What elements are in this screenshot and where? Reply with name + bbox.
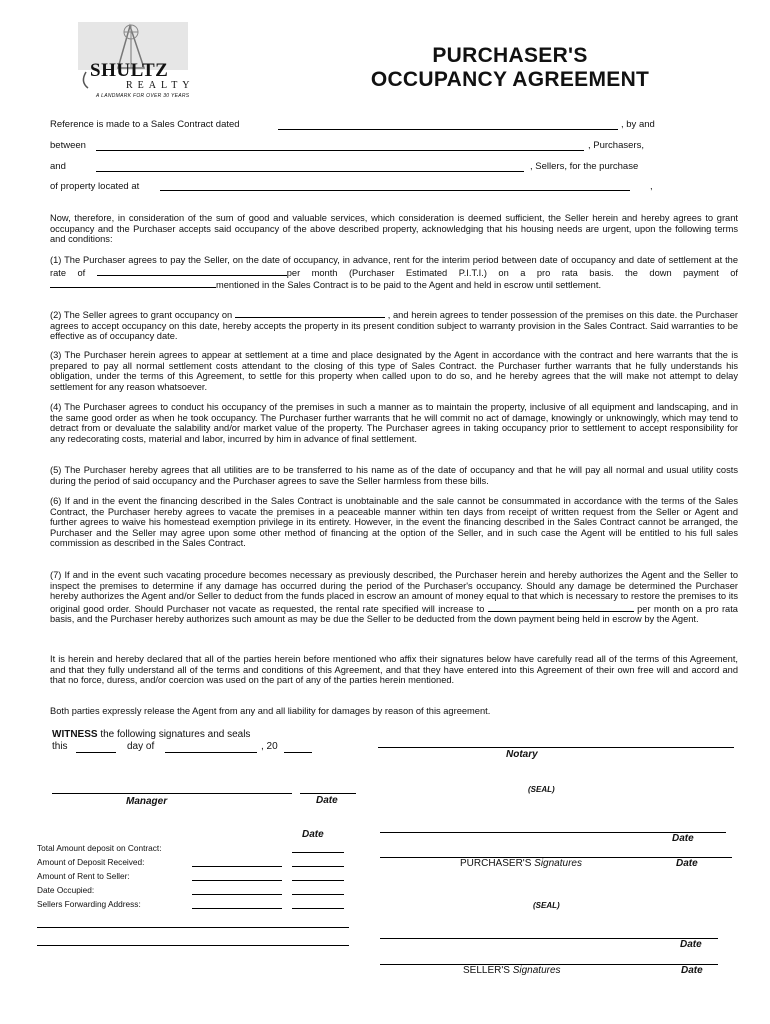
logo-tagline: A LANDMARK FOR OVER 30 YEARS [96,93,190,99]
rent-to-seller-label: Amount of Rent to Seller: [37,871,130,881]
day-of-label: day of [127,741,155,752]
forwarding-address-field[interactable] [192,908,282,909]
purchaser-seal: (SEAL) [533,901,560,910]
clause-6: (6) If and in the event the financing described in the Sales Contract is unobtainable and the sale cannot be consummated in accordance with the terms of the Sales Contract, the Purchaser hereby agrees to vacate the premises in a peaceable manner within ten days from receipt of written request from the Seller or Agent and further agrees to waive his homestead exemption privilege in its entirety. However, in the event the financing described in the Sales Contract cannot be arranged, the Purchaser and the Seller may agree upon some other method of financing at the option of the Seller, and in such case the Agent will be entitled to his full sales commission as described in the Sales Contract. [50,496,738,549]
clause-1-a: (1) The Purchaser agrees to pay the Seller, on the date of occupancy, in advance, rent for the interim period between date of occupancy and date of settlement at the rate of [50,255,738,278]
property-address-field[interactable] [160,190,630,191]
seller-date-1: Date [680,939,702,950]
notary-seal: (SEAL) [528,785,555,794]
witness-line [52,729,250,740]
clause-7 [50,570,738,625]
occupancy-date-field[interactable] [235,308,385,318]
deposit-received-label: Amount of Deposit Received: [37,857,145,867]
clause-5: (5) The Purchaser hereby agrees that all utilities are to be transferred to his name as of the date of occupancy and that he will pay all normal and usual utility costs during the period of said occupancy and the Purchaser agrees to save the Seller harmless from these bills. [50,465,738,486]
forwarding-address-line-3[interactable] [37,945,349,946]
release-paragraph: Both parties expressly release the Agent from any and all liability for damages by reason of this agreement. [50,706,491,716]
document-title [290,44,730,92]
office-date-label: Date [302,829,324,840]
witness-bold: WITNESS [52,729,98,740]
clause-7-a: (7) If and in the event such vacating procedure becomes necessary as previously described, the Purchaser herein and hereby authorizes the Agent and the Seller to inspect the premises to determine if any damage has occurred during the period of the Purchaser's occupancy. Should any damage be determined the Purchaser hereby authorizes the Agent and/or Seller to deduct from the funds placed in escrow an amount of money equal to that which is necessary to restore the premises to its original good order. Should Purchaser not vacate as requested, the rental rate specified will increase to [50,570,738,614]
sellers-signatures-label [463,965,561,976]
purchaser-date-1: Date [672,833,694,844]
logo-brand: SHULTZ [90,60,169,81]
manager-date-label: Date [316,795,338,806]
clause-2 [50,308,738,342]
increased-rent-field[interactable] [488,602,634,612]
notary-label: Notary [506,749,538,760]
year-field[interactable] [284,752,312,753]
year-prefix: , 20 [261,741,278,752]
property-comma: , [650,181,653,192]
clause-3: (3) The Purchaser herein agrees to appear at settlement at a time and place designated by the Agent in accordance with the contract and here warrants that the is prepared to pay all normal settlement costs attendant to the closing of this type of Sales Contract. the Purchaser further warrants that he fully understands his obligation, under the terms of this Agreement, to settle for this property when called upon to do so, and he hereby agrees that the will make not attempt to delay settlement for any reason whatsoever. [50,350,738,392]
title-line-1: PURCHASER'S [432,44,588,67]
day-field[interactable] [76,752,116,753]
title-line-2: OCCUPANCY AGREEMENT [370,68,650,91]
seller-date-2: Date [681,965,703,976]
witness-rest: the following signatures and seals [97,729,251,740]
contract-date-field[interactable] [278,129,618,130]
declaration-paragraph: It is herein and hereby declared that all of the parties herein before mentioned who affix their signatures below have carefully read all of the terms of this Agreement, and that they fully understand all of the terms and conditions of this Agreement, and that they have entered into this Agreement of their own free will and accord and that no force, duress, and/or coercion was used on the part of any of the parties herein mentioned. [50,654,738,686]
clause-2-b: , and herein agrees to tender possession of the premises on this date. the Purchaser agrees to accept occupancy on this date, hereby accepts the property in its present condition subject to warranty provision in the Sales Contract. Said warranties to be effective as of occupancy date. [50,310,738,342]
clause-4: (4) The Purchaser agrees to conduct his occupancy of the premises in such a manner as to maintain the property, inclusive of all equipment and landscaping, and in the same good order as when he took occupancy. The Purchaser further warrants that he will commit no act of damage, knowingly or unknowingly, which may tend to detract from or devaluate the salability and/or market value of the property. The Purchaser agrees in taking occupancy prior to settlement to accept responsibility for any redecorating costs, material and labor, incurred by him in advance of final settlement. [50,402,738,444]
property-label: of property located at [50,181,140,192]
purchasers-label: , Purchasers, [588,140,644,151]
manager-date-line[interactable] [300,793,356,794]
seller-word: SELLER'S [463,965,510,976]
manager-signature-line[interactable] [52,793,292,794]
purchasers-name-field[interactable] [96,150,584,151]
notary-signature-line[interactable] [378,747,734,748]
clause-7-b: per month on a pro rata basis, and the Purchaser hereby authorizes such amount as may be due the Seller to be deducted from the down payment being held in escrow by the Agent. [50,603,738,625]
purchasers-signatures-label [460,858,582,869]
purchaser-date-2: Date [676,858,698,869]
rent-rate-field[interactable] [97,266,287,276]
rent-to-seller-field[interactable] [192,880,282,881]
date-occupied-date-field[interactable] [292,894,344,895]
purchaser-signatures-word: Signatures [534,858,582,869]
seller-signature-line-1[interactable] [380,938,718,939]
and-label: and [50,161,66,172]
by-and-label: , by and [621,119,655,130]
between-label: between [50,140,86,151]
manager-label: Manager [126,796,168,807]
intro-paragraph: Now, therefore, in consideration of the sum of good and valuable services, which consideration is deemed sufficient, the Seller herein and hereby agrees to grant occupancy and the Purchaser accepts said occupancy of the above described property, acknowledging that his housing needs are urgent, upon the following terms and conditions: [50,213,738,245]
total-deposit-label: Total Amount deposit on Contract: [37,843,162,853]
clause-1 [50,255,738,291]
sellers-name-field[interactable] [96,171,524,172]
company-logo [70,22,230,104]
clause-1-b: per month (Purchaser Estimated P.I.T.I.) on a pro rata basis. the down payment of [286,267,739,278]
deposit-received-date-field[interactable] [292,866,344,867]
deposit-received-field[interactable] [192,866,282,867]
reference-label: Reference is made to a Sales Contract dated [50,119,240,130]
down-payment-field[interactable] [50,278,216,288]
clause-1-c: mentioned in the Sales Contract is to be paid to the Agent and held in escrow until settlement. [216,280,602,291]
forwarding-address-line-2[interactable] [37,927,349,928]
date-occupied-label: Date Occupied: [37,885,95,895]
clause-2-a: (2) The Seller agrees to grant occupancy on [50,310,233,320]
forwarding-address-label: Sellers Forwarding Address: [37,899,141,909]
date-occupied-field[interactable] [192,894,282,895]
sellers-label: , Sellers, for the purchase [530,161,639,172]
month-field[interactable] [165,752,257,753]
rent-to-seller-date-field[interactable] [292,880,344,881]
this-label: this [52,741,68,752]
total-deposit-date-field[interactable] [292,852,344,853]
purchaser-word: PURCHASER'S [460,858,532,869]
logo-brand-sub: REALTY [126,80,195,91]
seller-signatures-word: Signatures [512,965,561,976]
forwarding-address-date-field[interactable] [292,908,344,909]
